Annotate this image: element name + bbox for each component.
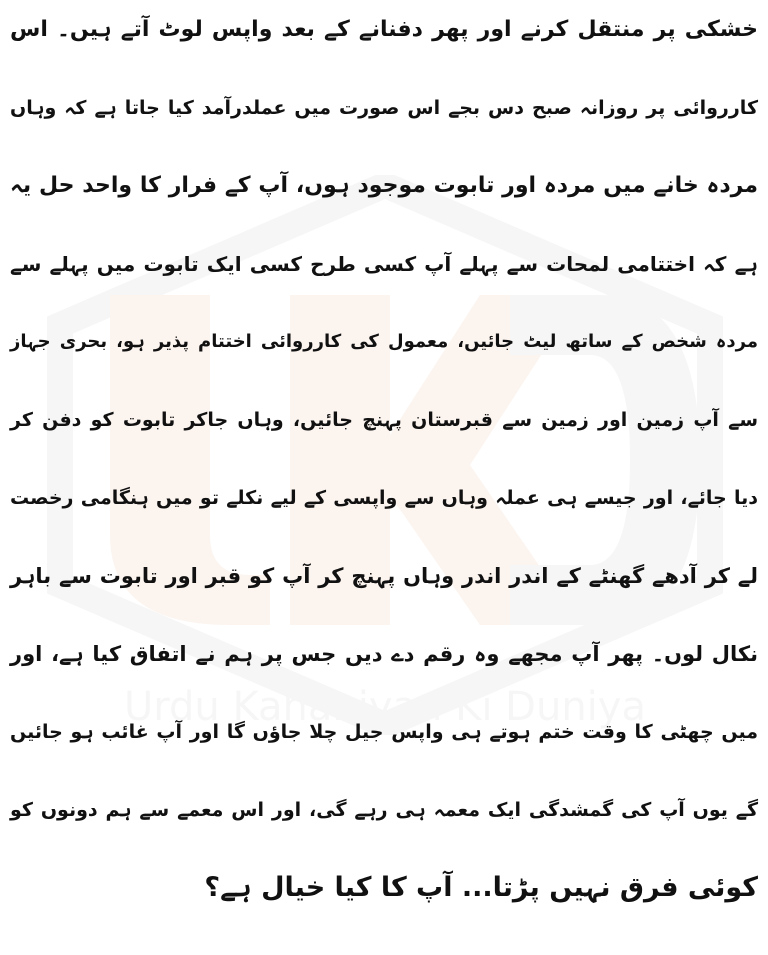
text-line-3: مردہ خانے میں مردہ اور تابوت موجود ہوں، آپ کے فرار کا واحد حل یہ <box>10 173 758 198</box>
text-line-7: دیا جائے، اور جیسے ہی عملہ وہاں سے واپسی کے لیے نکلے تو میں ہنگامی رخصت <box>10 487 758 509</box>
text-line-10: میں چھٹی کا وقت ختم ہوتے ہی واپس جیل چلا جاؤں گا اور آپ غائب ہو جائیں <box>10 721 758 743</box>
text-line-2: کارروائی پر روزانہ صبح دس بجے اس صورت میں عملدرآمد کیا جاتا ہے کہ وہاں <box>10 97 758 119</box>
text-line-8: لے کر آدھے گھنٹے کے اندر اندر وہاں پہنچ کر آپ کو قبر اور تابوت سے باہر <box>10 564 758 588</box>
text-line-12: کوئی فرق نہیں پڑتا... آپ کا کیا خیال ہے؟ <box>204 872 758 903</box>
watermark-tagline: Urdu Kahaniyan Ki Duniya <box>124 684 646 730</box>
text-line-9: نکال لوں۔ پھر آپ مجھے وہ رقم دے دیں جس پر ہم نے اتفاق کیا ہے، اور <box>10 642 758 666</box>
text-line-4: ہے کہ اختتامی لمحات سے پہلے آپ کسی طرح کسی ایک تابوت میں پہلے سے <box>10 252 758 276</box>
text-line-6: سے آپ زمین اور زمین سے قبرستان پہنچ جائیں، وہاں جاکر تابوت کو دفن کر <box>10 409 758 431</box>
text-line-5: مردہ شخص کے ساتھ لیٹ جائیں، معمول کی کارروائی اختتام پذیر ہو، بحری جہاز <box>10 331 758 352</box>
text-line-11: گے یوں آپ کی گمشدگی ایک معمہ ہی رہے گی، اور اس معمے سے ہم دونوں کو <box>10 799 758 821</box>
text-line-1: خشکی پر منتقل کرنے اور پھر دفنانے کے بعد واپس لوٹ آتے ہیں۔ اس <box>10 17 758 42</box>
